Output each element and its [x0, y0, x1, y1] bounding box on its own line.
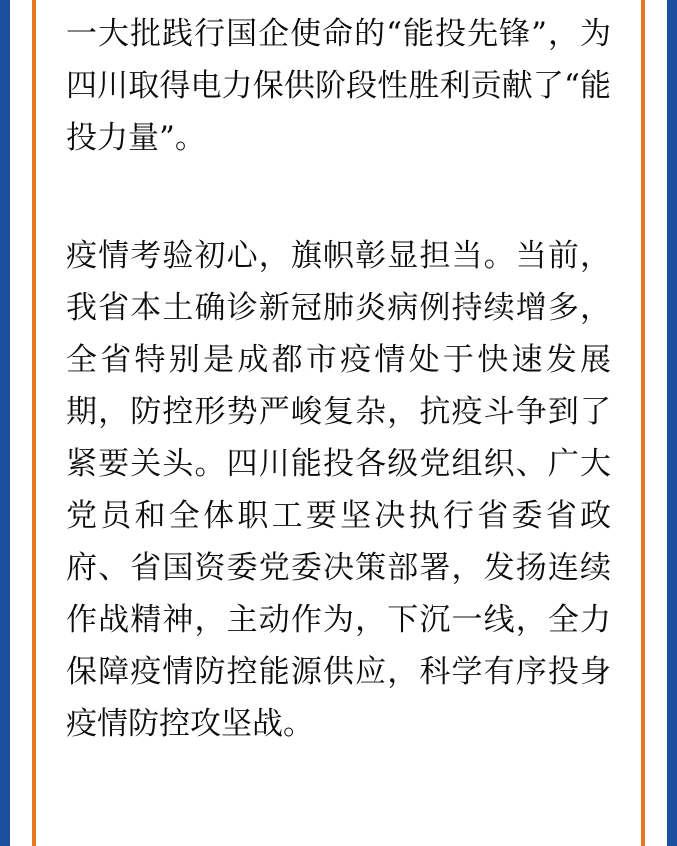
right-blue-frame-bar: [667, 0, 677, 846]
article-paragraph: 疫情考验初心，旗帜彰显担当。当前，我省本土确诊新冠肺炎病例持续增多，全省特别是成都市疫情处于快速发展期，防控形势严峻复杂，抗疫斗争到了紧要关头。四川能投各级党组织、广大党员和全体职工要坚决执行省委省政府、省国资委党委决策部署，发扬连续作战精神，主动作为，下沉一线，全力保障疫情防控能源供应，科学有序投身疫情防控攻坚战。: [66, 238, 611, 742]
left-blue-frame-bar: [0, 0, 10, 846]
left-white-frame-gap: [10, 0, 32, 846]
right-white-frame-gap: [645, 0, 667, 846]
left-inner-margin: [36, 0, 66, 846]
article-paragraph: 一大批践行国企使命的“能投先锋”，为四川取得电力保供阶段性胜利贡献了“能投力量”。: [66, 16, 611, 156]
article-body: [66, 0, 611, 846]
